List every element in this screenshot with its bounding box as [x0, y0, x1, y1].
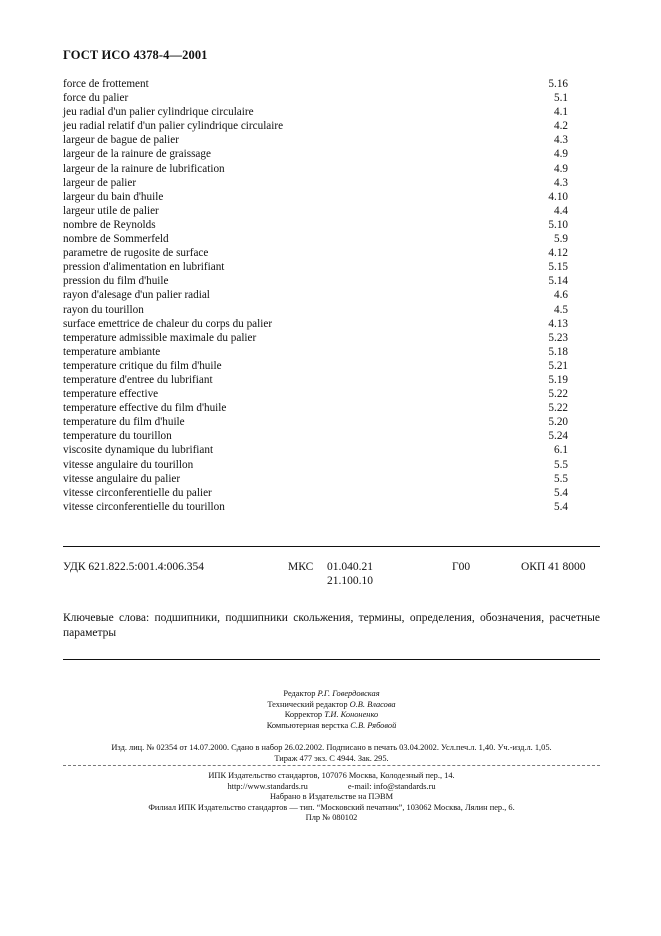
index-number: 5.22	[548, 388, 568, 401]
index-number: 5.4	[554, 500, 568, 513]
index-number: 5.9	[554, 233, 568, 246]
index-number: 5.5	[554, 472, 568, 485]
credit-line	[63, 710, 600, 721]
index-term: parametre de rugosite de surface	[63, 247, 209, 260]
index-row	[63, 415, 568, 429]
index-number: 4.4	[554, 204, 568, 217]
divider-top	[63, 546, 600, 547]
index-term: largeur utile de palier	[63, 204, 159, 217]
index-row	[63, 190, 568, 204]
index-term: pression du film d'huile	[63, 275, 169, 288]
index-term: vitesse circonferentielle du tourillon	[63, 500, 225, 513]
index-number: 4.3	[554, 134, 568, 147]
index-number: 5.18	[548, 345, 568, 358]
index-number: 5.20	[548, 416, 568, 429]
index-row	[63, 147, 568, 161]
index-number: 4.9	[554, 148, 568, 161]
index-number: 5.5	[554, 458, 568, 471]
index-row	[63, 500, 568, 514]
index-number: 5.24	[548, 430, 568, 443]
group-code: Г00	[452, 561, 471, 573]
index-number: 4.13	[548, 317, 568, 330]
term-index	[63, 77, 568, 514]
index-term: rayon du tourillon	[63, 303, 144, 316]
index-term: largeur de la rainure de graissage	[63, 148, 211, 161]
printing-info	[63, 771, 600, 824]
index-term: rayon d'alesage d'un palier radial	[63, 289, 210, 302]
credit-name: О.В. Власова	[349, 699, 396, 709]
index-number: 5.1	[554, 92, 568, 105]
publication-info	[63, 743, 600, 764]
index-row	[63, 373, 568, 387]
index-row	[63, 232, 568, 246]
index-number: 6.1	[554, 444, 568, 457]
index-term: largeur de bague de palier	[63, 134, 179, 147]
index-term: nombre de Sommerfeld	[63, 233, 169, 246]
printing-contacts	[63, 782, 600, 793]
dashed-divider	[63, 765, 600, 766]
credit-role: Компьютерная верстка	[266, 720, 349, 730]
publication-line-2: Тираж 477 экз. С 4944. Зак. 295.	[274, 753, 389, 763]
email-text: e-mail: info@standards.ru	[347, 781, 436, 791]
index-row	[63, 387, 568, 401]
index-row	[63, 472, 568, 486]
index-row	[63, 443, 568, 457]
okp-code: ОКП 41 8000	[521, 561, 586, 573]
mks-label: МКС	[288, 561, 314, 573]
printing-line-4: Филиал ИПК Издательство стандартов — тип. “Московский печатник”, 103062 Москва, Лялин пер., 6.	[148, 802, 515, 812]
index-number: 5.22	[548, 402, 568, 415]
index-term: surface emettrice de chaleur du corps du palier	[63, 317, 273, 330]
credit-line	[63, 700, 600, 711]
index-term: jeu radial d'un palier cylindrique circulaire	[63, 106, 254, 119]
index-number: 4.9	[554, 162, 568, 175]
index-term: temperature admissible maximale du palier	[63, 331, 257, 344]
index-number: 4.6	[554, 289, 568, 302]
index-term: temperature d'entree du lubrifiant	[63, 373, 213, 386]
credit-role: Корректор	[284, 710, 323, 720]
index-row	[63, 486, 568, 500]
index-number: 4.2	[554, 120, 568, 133]
index-row	[63, 218, 568, 232]
index-number: 4.10	[548, 190, 568, 203]
credit-line	[63, 721, 600, 732]
index-row	[63, 331, 568, 345]
index-number: 4.1	[554, 106, 568, 119]
index-row	[63, 162, 568, 176]
index-number: 5.16	[548, 78, 568, 90]
index-term: vitesse angulaire du palier	[63, 472, 181, 485]
index-term: largeur de palier	[63, 176, 137, 189]
udk-code: УДК 621.822.5:001.4:006.354	[63, 561, 205, 573]
credit-name: С.В. Рябовой	[350, 720, 397, 730]
credit-role: Технический редактор	[267, 699, 348, 709]
index-row	[63, 246, 568, 260]
credit-name: Т.И. Кононенко	[324, 710, 379, 720]
index-term: temperature effective du film d'huile	[63, 402, 227, 415]
index-term: temperature du film d'huile	[63, 416, 185, 429]
editorial-credits	[63, 689, 600, 731]
index-number: 5.21	[548, 359, 568, 372]
index-row	[63, 119, 568, 133]
index-row	[63, 317, 568, 331]
index-term: viscosite dynamique du lubrifiant	[63, 444, 214, 457]
index-term: force de frottement	[63, 78, 149, 90]
printing-line-1: ИПК Издательство стандартов, 107076 Москва, Колодезный пер., 14.	[208, 771, 455, 780]
document-header: ГОСТ ИСО 4378-4—2001	[63, 48, 208, 62]
mks-codes	[327, 560, 373, 588]
index-row	[63, 260, 568, 274]
index-number: 5.15	[548, 261, 568, 274]
index-term: temperature effective	[63, 388, 159, 401]
index-row	[63, 133, 568, 147]
keywords: Ключевые слова: подшипники, подшипники скольжения, термины, определения, обозначения, расчетные параметры	[63, 612, 600, 639]
index-term: largeur du bain d'huile	[63, 190, 164, 203]
index-term: vitesse angulaire du tourillon	[63, 458, 194, 471]
index-row	[63, 303, 568, 317]
index-row	[63, 105, 568, 119]
index-row	[63, 176, 568, 190]
credit-line	[63, 689, 600, 700]
index-row	[63, 458, 568, 472]
publication-line-1: Изд. лиц. № 02354 от 14.07.2000. Сдано в набор 26.02.2002. Подписано в печать 03.04.2002. Усл.печ.л. 1,40. Уч.-изд.л. 1,05.	[111, 743, 552, 752]
credit-role: Редактор	[283, 689, 316, 698]
index-term: nombre de Reynolds	[63, 218, 156, 231]
index-row	[63, 274, 568, 288]
divider-bottom	[63, 659, 600, 660]
index-number: 4.3	[554, 176, 568, 189]
index-row	[63, 345, 568, 359]
index-term: temperature ambiante	[63, 345, 161, 358]
index-row	[63, 429, 568, 443]
index-number: 4.12	[548, 247, 568, 260]
index-row	[63, 288, 568, 302]
printing-line-3: Набрано в Издательстве на ПЭВМ	[269, 792, 394, 802]
index-number: 5.4	[554, 486, 568, 499]
index-number: 4.5	[554, 303, 568, 316]
mks-code-2: 21.100.10	[327, 575, 373, 587]
index-row	[63, 401, 568, 415]
index-row	[63, 204, 568, 218]
credit-name: Р.Г. Говердовская	[317, 689, 380, 698]
index-row	[63, 91, 568, 105]
index-row	[63, 77, 568, 91]
mks-code-1: 01.040.21	[327, 561, 373, 573]
website-link: http://www.standards.ru	[227, 781, 308, 791]
index-number: 5.14	[548, 275, 568, 288]
printing-line-5: Плр № 080102	[305, 813, 358, 823]
index-number: 5.10	[548, 218, 568, 231]
index-number: 5.23	[548, 331, 568, 344]
index-term: vitesse circonferentielle du palier	[63, 486, 212, 499]
index-number: 5.19	[548, 373, 568, 386]
index-term: force du palier	[63, 92, 129, 105]
index-term: largeur de la rainure de lubrification	[63, 162, 225, 175]
index-term: temperature du tourillon	[63, 430, 172, 443]
index-row	[63, 359, 568, 373]
index-term: temperature critique du film d'huile	[63, 359, 222, 372]
index-term: pression d'alimentation en lubrifiant	[63, 261, 225, 274]
index-term: jeu radial relatif d'un palier cylindrique circulaire	[63, 120, 284, 133]
